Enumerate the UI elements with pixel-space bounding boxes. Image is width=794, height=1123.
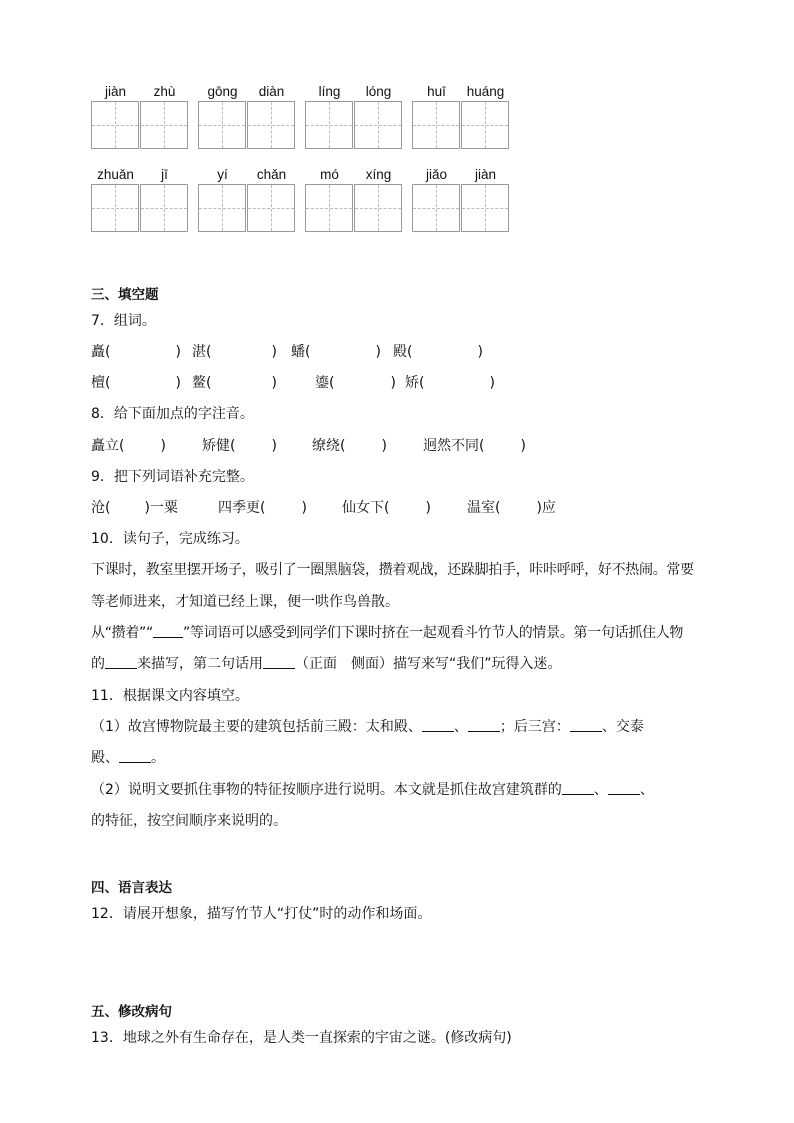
writing-box[interactable] (140, 101, 188, 149)
pinyin-label: huáng (466, 84, 505, 99)
answer-blank[interactable] (119, 748, 151, 763)
answer-blank[interactable] (570, 717, 602, 732)
writing-box[interactable] (91, 184, 139, 232)
q8-item: 缭绕( ) (312, 438, 387, 454)
writing-box[interactable] (305, 101, 353, 149)
pinyin-label: xíng (365, 167, 392, 182)
q8-item: 矫健( ) (202, 438, 277, 454)
answer-blank[interactable] (153, 623, 183, 638)
pinyin-label: mó (320, 167, 339, 182)
pinyin-label: huī (427, 84, 446, 99)
question-10-prompt: 10．读句子，完成练习。 (91, 531, 249, 547)
question-8-prompt: 8．给下面加点的字注音。 (91, 406, 254, 422)
pinyin-label: jiàn (104, 84, 126, 99)
writing-box[interactable] (91, 101, 139, 149)
question-11-part-1-line-2: 殿、 。 (91, 750, 165, 766)
writing-box[interactable] (198, 184, 246, 232)
q8-item: 矗立( ) (91, 438, 166, 454)
question-7-prompt: 7．组词。 (91, 313, 156, 329)
q7-item: 矗( ) (91, 344, 181, 360)
answer-blank[interactable] (562, 780, 594, 795)
pinyin-label: lóng (365, 84, 392, 99)
question-11-part-2-line-1: （2）说明文要抓住事物的特征按顺序进行说明。本文就是抓住故宫建筑群的 、 、 (91, 782, 654, 798)
writing-box[interactable] (198, 101, 246, 149)
pinyin-label: diàn (258, 84, 285, 99)
writing-box[interactable] (412, 101, 460, 149)
question-10-passage-line-2: 等老师进来，才知道已经上课，便一哄作鸟兽散。 (91, 594, 399, 610)
pinyin-label: jiàn (474, 167, 496, 182)
q9-item: 四季更( ) (218, 500, 307, 516)
question-10-line-4: 的 来描写，第二句话用 （正面 侧面）描写来写“我们”玩得入迷。 (91, 656, 562, 672)
pinyin-label: gōng (207, 84, 238, 99)
pinyin-label: chǎn (256, 167, 287, 182)
question-11-part-2-line-2: 的特征，按空间顺序来说明的。 (91, 813, 287, 829)
writing-box[interactable] (354, 101, 402, 149)
question-10-line-3: 从“攒着”“ ”等词语可以感受到同学们下课时挤在一起观看斗竹节人的情景。第一句话抓住人物 (91, 625, 684, 641)
q7-item: 鎏( ) (315, 375, 396, 391)
q7-item: 蟠( ) (291, 344, 381, 360)
answer-blank[interactable] (263, 654, 295, 669)
q9-item: 仙女下( ) (342, 500, 431, 516)
section-3-title: 三、填空题 (91, 287, 159, 303)
writing-box[interactable] (412, 184, 460, 232)
q7-item: 鳌( ) (192, 375, 277, 391)
question-9-prompt: 9．把下列词语补充完整。 (91, 469, 254, 485)
q9-item: 沧( )一粟 (91, 500, 178, 516)
question-10-passage-line-1: 下课时，教室里摆开场子，吸引了一圈黑脑袋，攒着观战，还跺脚拍手，咔咔呼呼，好不热闹。常要 (91, 562, 694, 578)
writing-box[interactable] (354, 184, 402, 232)
writing-box[interactable] (461, 184, 509, 232)
q7-item: 檀( ) (91, 375, 181, 391)
answer-blank[interactable] (105, 654, 137, 669)
q9-item: 温室( )应 (467, 500, 556, 516)
question-12-prompt: 12．请展开想象，描写竹节人“打仗”时的动作和场面。 (91, 906, 432, 922)
writing-box[interactable] (247, 184, 295, 232)
pinyin-label: yí (217, 167, 228, 182)
section-5-title: 五、修改病句 (91, 1004, 172, 1020)
pinyin-label: jiǎo (425, 167, 447, 182)
pinyin-label: líng (318, 84, 341, 99)
pinyin-label: jī (161, 167, 168, 182)
writing-box[interactable] (247, 101, 295, 149)
pinyin-label: zhuǎn (97, 167, 134, 182)
question-11-prompt: 11．根据课文内容填空。 (91, 688, 249, 704)
writing-box[interactable] (140, 184, 188, 232)
answer-blank[interactable] (468, 717, 500, 732)
q8-item: 迥然不同( ) (423, 438, 526, 454)
q7-item: 殿( ) (393, 344, 483, 360)
q7-item: 矫( ) (405, 375, 495, 391)
section-4-title: 四、语言表达 (91, 880, 172, 896)
answer-blank[interactable] (422, 717, 454, 732)
q7-item: 湛( ) (192, 344, 277, 360)
writing-box[interactable] (305, 184, 353, 232)
writing-box[interactable] (461, 101, 509, 149)
question-13-prompt: 13．地球之外有生命存在，是人类一直探索的宇宙之谜。(修改病句) (91, 1030, 512, 1046)
answer-blank[interactable] (608, 780, 640, 795)
pinyin-label: zhù (153, 84, 176, 99)
question-11-part-1-line-1: （1）故宫博物院最主要的建筑包括前三殿：太和殿、 、 ；后三宫： 、交泰 (91, 719, 644, 735)
